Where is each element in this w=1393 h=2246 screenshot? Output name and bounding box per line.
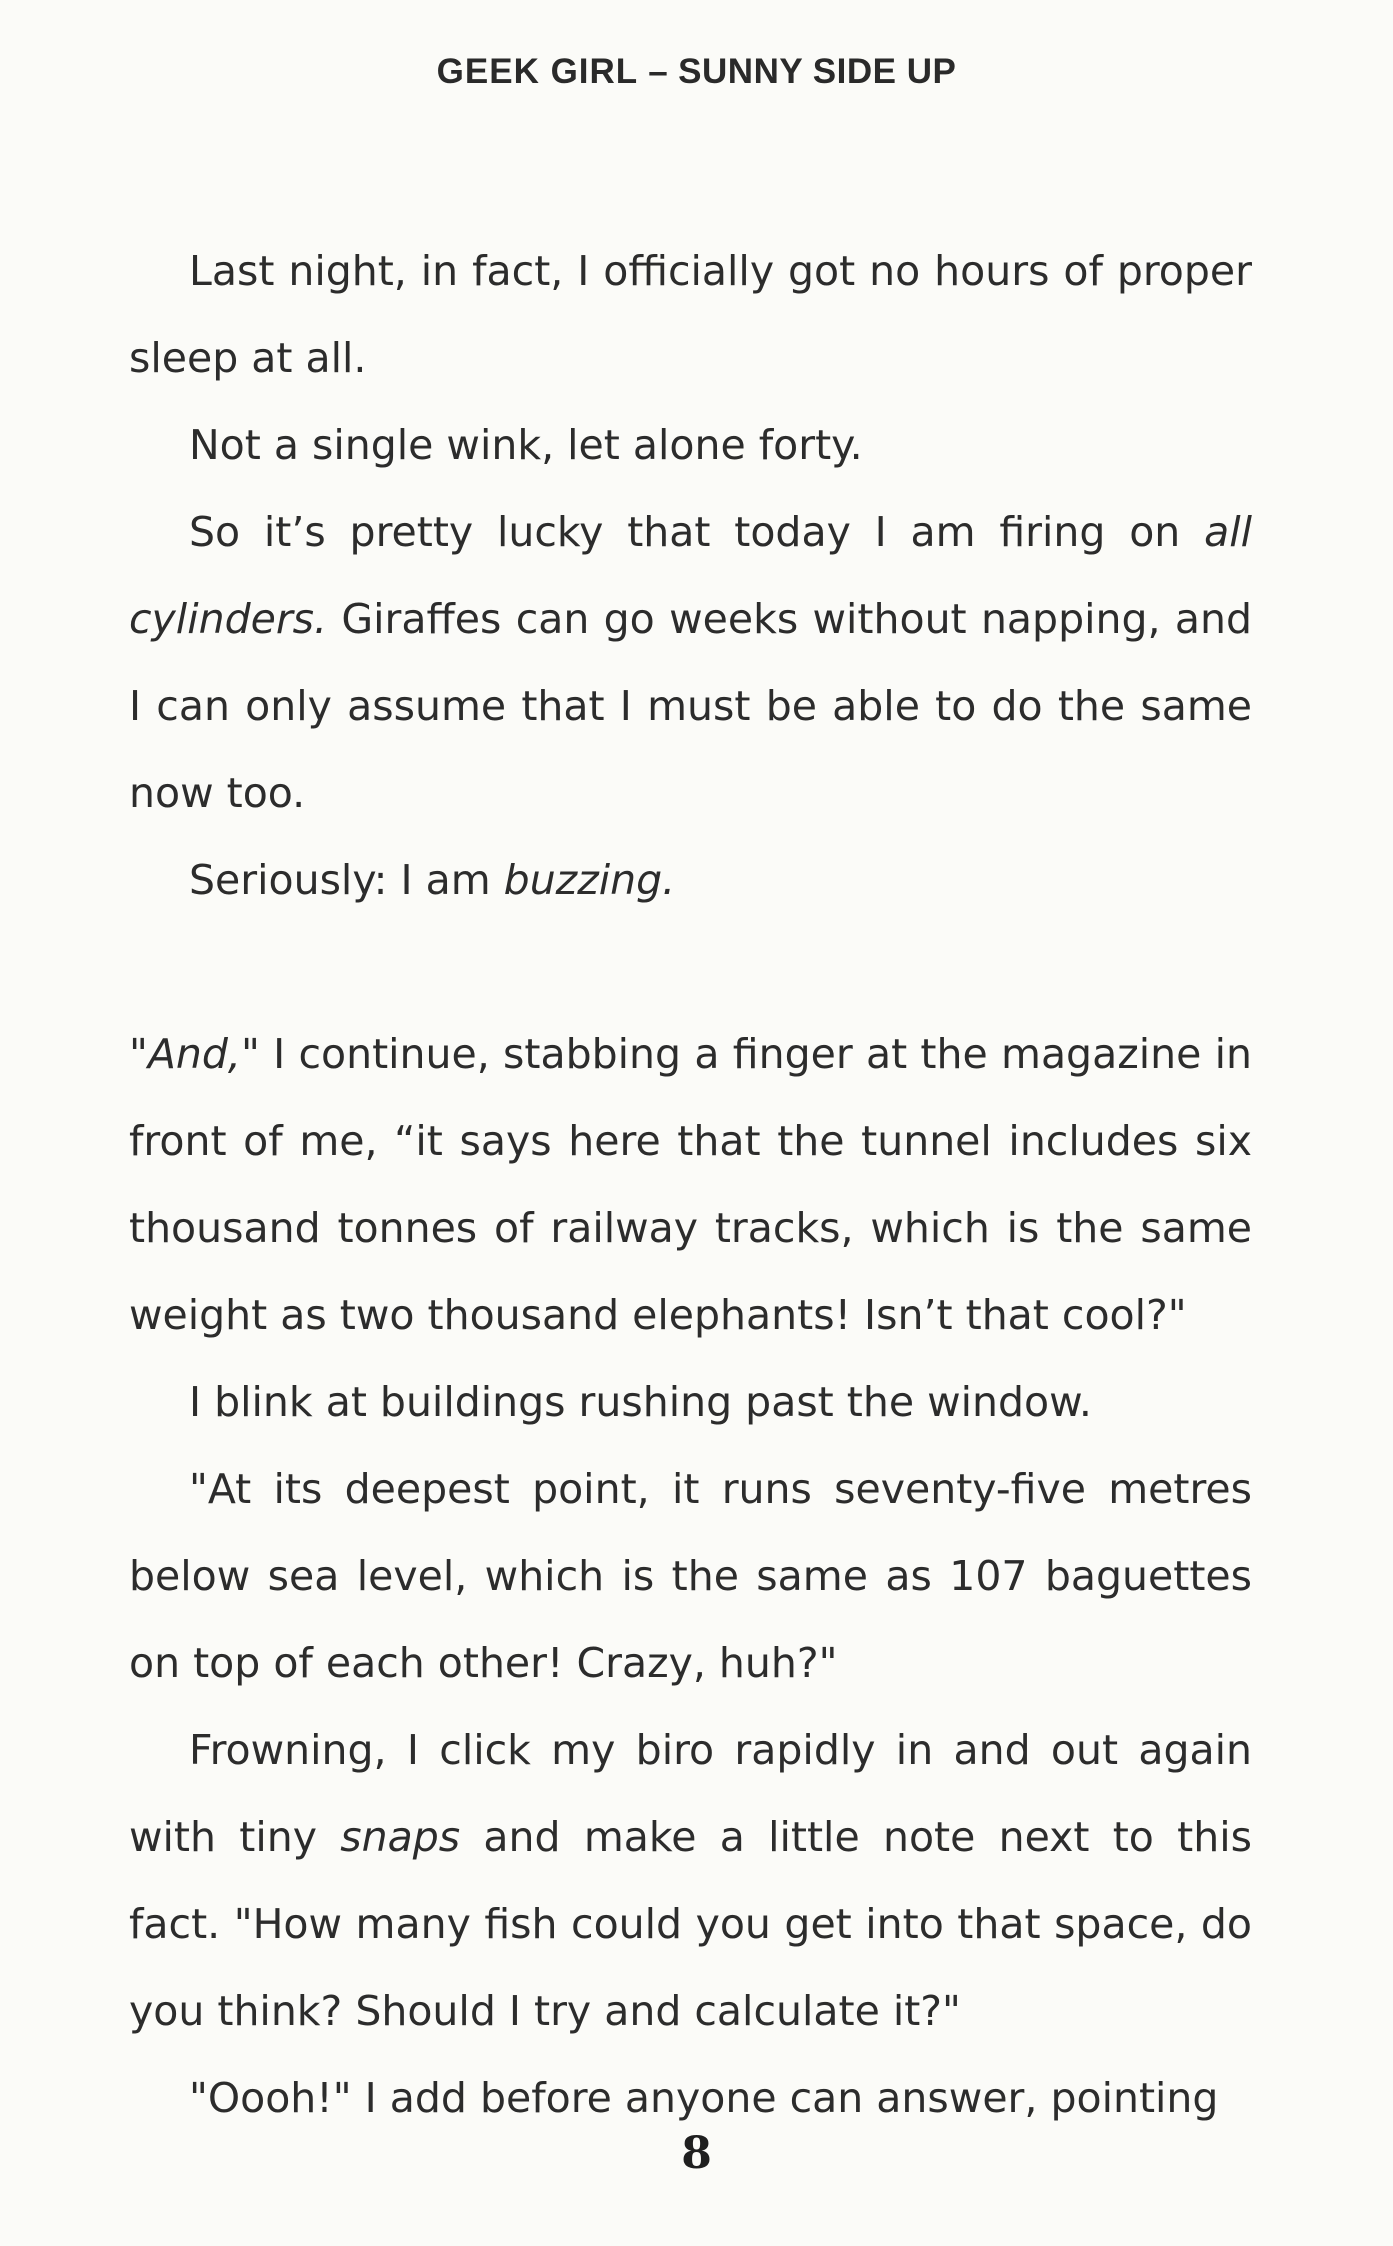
paragraph: Not a single wink, let alone forty. <box>189 421 863 469</box>
paragraph: I blink at buildings rushing past the window. <box>189 1378 1092 1426</box>
running-header <box>0 52 1393 92</box>
page-number: 8 <box>681 2128 712 2179</box>
paragraph: "And," I continue, stabbing a finger at the magazine in front of me, “it says here that the tunnel includes six thousand tonnes of railway tracks, which is the same weight as two thousand elephants! Isn’t that cool?" <box>129 1030 1252 1339</box>
paragraph: "Oooh!" I add before anyone can answer, pointing <box>189 2074 1219 2122</box>
paragraph: Last night, in fact, I officially got no hours of proper sleep at all. <box>129 247 1252 382</box>
paragraph: So it’s pretty lucky that today I am firing on all cylinders. Giraffes can go weeks without napping, and I can only assume that I must be able to do the same now too. <box>129 508 1252 817</box>
series-title: GEEK GIRL <box>436 52 639 91</box>
book-title: SUNNY SIDE UP <box>678 52 957 91</box>
header-separator: – <box>648 52 669 91</box>
paragraph: "At its deepest point, it runs seventy-five metres below sea level, which is the same as 107 baguettes on top of each other! Crazy, huh?" <box>129 1465 1252 1687</box>
paragraph: Frowning, I click my biro rapidly in and out again with tiny snaps and make a little note next to this fact. "How many fish could you get into that space, do you think? Should I try and calculate it?" <box>129 1726 1252 2035</box>
section-break <box>129 924 1252 1011</box>
paragraph: Seriously: I am buzzing. <box>189 856 676 904</box>
body-text <box>129 228 1252 2142</box>
